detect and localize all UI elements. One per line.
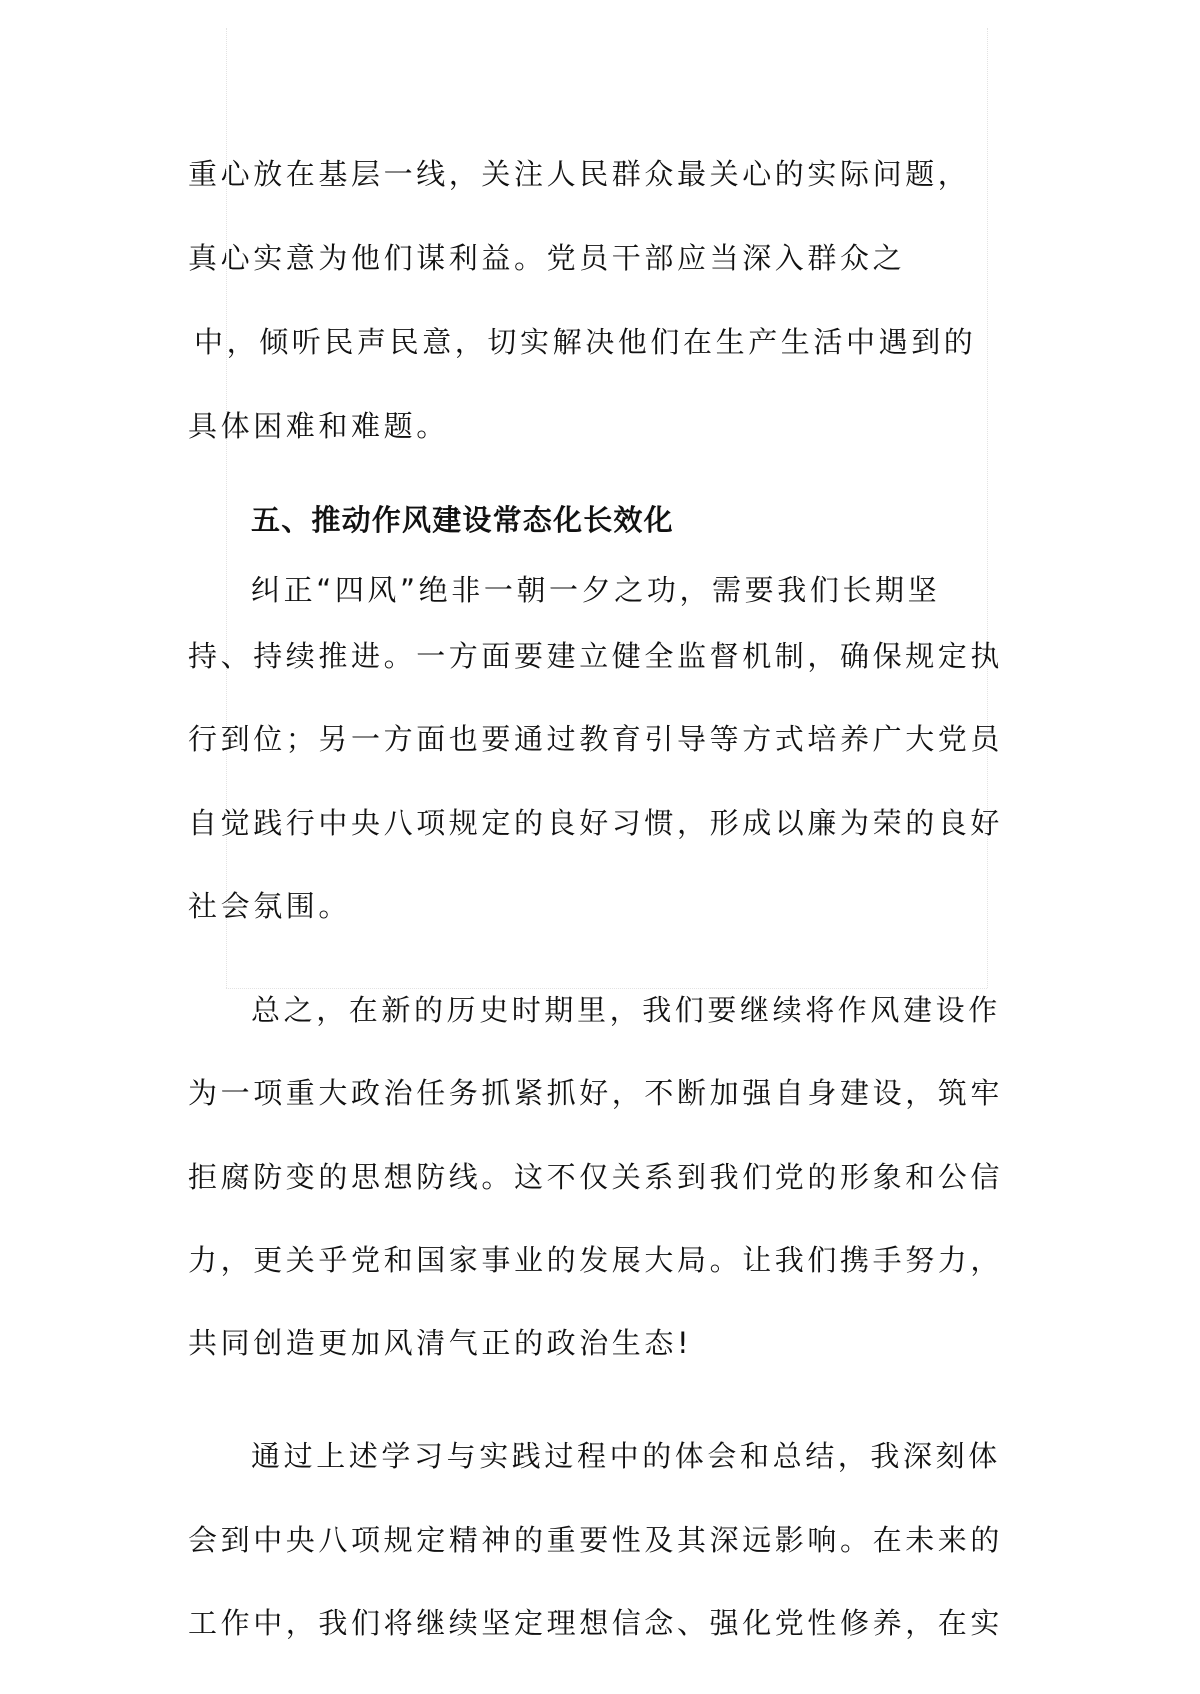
paragraph-line: 持、持续推进。一方面要建立健全监督机制，确保规定执 [188, 639, 1004, 673]
paragraph-line: 中，倾听民声民意，切实解决他们在生产生活中遇到的 [194, 325, 977, 359]
paragraph-line: 拒腐防变的思想防线。这不仅关系到我们党的形象和公信 [188, 1160, 1004, 1194]
paragraph-line: 具体困难和难题。 [188, 409, 449, 443]
paragraph-line: 工作中，我们将继续坚定理想信念、强化党性修养，在实 [188, 1606, 1004, 1640]
paragraph-line: 力，更关乎党和国家事业的发展大局。让我们携手努力， [188, 1243, 1004, 1277]
page-frame-right [987, 28, 988, 988]
paragraph-line: 自觉践行中央八项规定的良好习惯，形成以廉为荣的良好 [188, 806, 1004, 840]
paragraph-line: 为一项重大政治任务抓紧抓好，不断加强自身建设，筑牢 [188, 1076, 1004, 1110]
paragraph-line: 社会氛围。 [188, 889, 352, 923]
paragraph-line: 行到位；另一方面也要通过教育引导等方式培养广大党员 [188, 722, 1004, 756]
page-frame-bottom [226, 988, 987, 989]
paragraph-line: 共同创造更加风清气正的政治生态! [188, 1326, 693, 1360]
paragraph-line: 重心放在基层一线，关注人民群众最关心的实际问题， [188, 157, 971, 191]
paragraph-line: 通过上述学习与实践过程中的体会和总结，我深刻体 [251, 1439, 1001, 1473]
paragraph-line: 真心实意为他们谋利益。党员干部应当深入群众之 [188, 241, 906, 275]
paragraph-line: 会到中央八项规定精神的重要性及其深远影响。在未来的 [188, 1523, 1004, 1557]
paragraph-line: 纠正“四风”绝非一朝一夕之功，需要我们长期坚 [251, 573, 941, 607]
paragraph-line: 总之，在新的历史时期里，我们要继续将作风建设作 [251, 993, 1001, 1027]
section-heading: 五、推动作风建设常态化长效化 [251, 503, 674, 537]
